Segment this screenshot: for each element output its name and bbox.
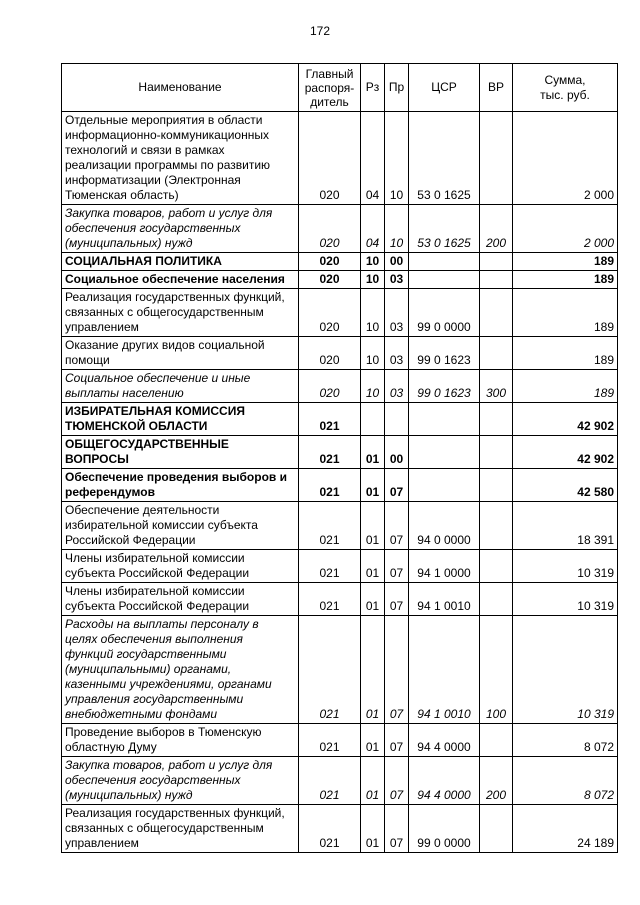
table-row — [62, 616, 618, 724]
cell-pr: 07 — [385, 616, 409, 724]
cell-csr: 99 0 1623 — [409, 370, 480, 403]
cell-csr: 99 0 0000 — [409, 289, 480, 337]
table-row — [62, 337, 618, 370]
cell-csr — [409, 436, 480, 469]
cell-pr: 07 — [385, 724, 409, 757]
cell-rz: 01 — [361, 757, 385, 805]
cell-vr — [480, 253, 513, 271]
cell-vr — [480, 337, 513, 370]
table-row — [62, 253, 618, 271]
cell-pr: 07 — [385, 469, 409, 502]
cell-sum: 189 — [513, 289, 618, 337]
header-name: Наименование — [62, 64, 299, 112]
cell-vr — [480, 112, 513, 205]
cell-vr: 200 — [480, 757, 513, 805]
cell-vr — [480, 436, 513, 469]
cell-rz: 04 — [361, 205, 385, 253]
cell-name: Обеспечение деятельности избирательной комиссии субъекта Российской Федерации — [62, 502, 299, 550]
cell-name: Социальное обеспечение и иные выплаты населению — [62, 370, 299, 403]
cell-chief-manager: 020 — [299, 337, 361, 370]
cell-csr — [409, 271, 480, 289]
cell-chief-manager: 021 — [299, 502, 361, 550]
table-row — [62, 550, 618, 583]
table-row — [62, 757, 618, 805]
table-row — [62, 583, 618, 616]
table-header-row — [62, 64, 618, 112]
cell-name: Социальное обеспечение населения — [62, 271, 299, 289]
cell-sum: 42 902 — [513, 436, 618, 469]
cell-sum: 24 189 — [513, 805, 618, 853]
cell-csr — [409, 403, 480, 436]
cell-rz: 10 — [361, 289, 385, 337]
cell-csr: 94 1 0000 — [409, 550, 480, 583]
cell-rz — [361, 403, 385, 436]
cell-rz: 01 — [361, 550, 385, 583]
header-vr: ВР — [480, 64, 513, 112]
cell-vr: 300 — [480, 370, 513, 403]
cell-chief-manager: 020 — [299, 253, 361, 271]
cell-chief-manager: 020 — [299, 289, 361, 337]
cell-rz: 01 — [361, 469, 385, 502]
cell-sum: 189 — [513, 253, 618, 271]
cell-sum: 8 072 — [513, 757, 618, 805]
cell-pr: 00 — [385, 436, 409, 469]
cell-pr: 07 — [385, 502, 409, 550]
cell-sum: 8 072 — [513, 724, 618, 757]
cell-pr: 07 — [385, 757, 409, 805]
cell-pr: 03 — [385, 271, 409, 289]
cell-csr: 94 1 0010 — [409, 583, 480, 616]
cell-vr — [480, 583, 513, 616]
cell-chief-manager: 021 — [299, 616, 361, 724]
cell-rz: 01 — [361, 805, 385, 853]
header-rz: Рз — [361, 64, 385, 112]
cell-rz: 01 — [361, 436, 385, 469]
table-row — [62, 271, 618, 289]
cell-sum: 42 902 — [513, 403, 618, 436]
cell-chief-manager: 020 — [299, 370, 361, 403]
cell-name: Отдельные мероприятия в области информационно-коммуникационных технологий и связи в рамках реализации программы по развитию информатизации (Электронная Тюменская область) — [62, 112, 299, 205]
cell-name: Оказание других видов социальной помощи — [62, 337, 299, 370]
cell-name: Члены избирательной комиссии субъекта Российской Федерации — [62, 583, 299, 616]
cell-rz: 01 — [361, 583, 385, 616]
cell-vr — [480, 403, 513, 436]
cell-rz: 10 — [361, 271, 385, 289]
cell-pr: 10 — [385, 205, 409, 253]
page-number: 172 — [309, 24, 331, 38]
cell-csr: 53 0 1625 — [409, 112, 480, 205]
cell-chief-manager: 021 — [299, 403, 361, 436]
cell-pr: 07 — [385, 583, 409, 616]
cell-csr: 94 0 0000 — [409, 502, 480, 550]
cell-csr: 94 4 0000 — [409, 724, 480, 757]
cell-sum: 42 580 — [513, 469, 618, 502]
cell-rz: 04 — [361, 112, 385, 205]
cell-vr — [480, 550, 513, 583]
table-row — [62, 289, 618, 337]
cell-rz: 10 — [361, 253, 385, 271]
cell-name: Члены избирательной комиссии субъекта Российской Федерации — [62, 550, 299, 583]
header-sum: Сумма, тыс. руб. — [513, 64, 618, 112]
cell-sum: 189 — [513, 370, 618, 403]
cell-chief-manager: 021 — [299, 805, 361, 853]
cell-pr: 07 — [385, 550, 409, 583]
table-row — [62, 403, 618, 436]
cell-pr — [385, 403, 409, 436]
cell-sum: 189 — [513, 271, 618, 289]
cell-name: СОЦИАЛЬНАЯ ПОЛИТИКА — [62, 253, 299, 271]
header-csr: ЦСР — [409, 64, 480, 112]
cell-chief-manager: 021 — [299, 436, 361, 469]
cell-sum: 10 319 — [513, 550, 618, 583]
cell-vr — [480, 724, 513, 757]
table-row — [62, 370, 618, 403]
cell-name: Закупка товаров, работ и услуг для обеспечения государственных (муниципальных) нужд — [62, 205, 299, 253]
table-row — [62, 112, 618, 205]
cell-vr — [480, 271, 513, 289]
cell-chief-manager: 020 — [299, 205, 361, 253]
cell-csr: 94 4 0000 — [409, 757, 480, 805]
cell-sum: 2 000 — [513, 205, 618, 253]
cell-vr — [480, 805, 513, 853]
cell-pr: 03 — [385, 337, 409, 370]
cell-rz: 01 — [361, 502, 385, 550]
table-row — [62, 724, 618, 757]
cell-rz: 01 — [361, 616, 385, 724]
cell-sum: 189 — [513, 337, 618, 370]
table-row — [62, 436, 618, 469]
cell-chief-manager: 021 — [299, 550, 361, 583]
cell-sum: 10 319 — [513, 616, 618, 724]
budget-table — [61, 63, 618, 853]
cell-vr — [480, 469, 513, 502]
table-row — [62, 805, 618, 853]
cell-chief-manager: 020 — [299, 112, 361, 205]
cell-csr: 99 0 1623 — [409, 337, 480, 370]
cell-pr: 00 — [385, 253, 409, 271]
cell-chief-manager: 021 — [299, 469, 361, 502]
cell-vr: 200 — [480, 205, 513, 253]
cell-chief-manager: 020 — [299, 271, 361, 289]
cell-name: ОБЩЕГОСУДАРСТВЕННЫЕ ВОПРОСЫ — [62, 436, 299, 469]
cell-chief-manager: 021 — [299, 583, 361, 616]
header-chief-manager: Главный распоря- дитель — [299, 64, 361, 112]
cell-pr: 03 — [385, 370, 409, 403]
cell-chief-manager: 021 — [299, 757, 361, 805]
cell-csr: 53 0 1625 — [409, 205, 480, 253]
cell-csr — [409, 469, 480, 502]
cell-pr: 10 — [385, 112, 409, 205]
cell-name: Реализация государственных функций, связанных с общегосударственным управлением — [62, 805, 299, 853]
cell-pr: 03 — [385, 289, 409, 337]
table-row — [62, 205, 618, 253]
cell-rz: 01 — [361, 724, 385, 757]
cell-sum: 2 000 — [513, 112, 618, 205]
table-row — [62, 469, 618, 502]
cell-pr: 07 — [385, 805, 409, 853]
cell-sum: 18 391 — [513, 502, 618, 550]
cell-vr: 100 — [480, 616, 513, 724]
table-row — [62, 502, 618, 550]
cell-csr: 94 1 0010 — [409, 616, 480, 724]
cell-rz: 10 — [361, 337, 385, 370]
cell-name: Проведение выборов в Тюменскую областную Думу — [62, 724, 299, 757]
cell-vr — [480, 289, 513, 337]
cell-csr: 99 0 0000 — [409, 805, 480, 853]
cell-csr — [409, 253, 480, 271]
cell-sum: 10 319 — [513, 583, 618, 616]
cell-vr — [480, 502, 513, 550]
cell-name: Обеспечение проведения выборов и референдумов — [62, 469, 299, 502]
cell-name: Реализация государственных функций, связанных с общегосударственным управлением — [62, 289, 299, 337]
table-body — [62, 112, 618, 853]
cell-chief-manager: 021 — [299, 724, 361, 757]
cell-name: ИЗБИРАТЕЛЬНАЯ КОМИССИЯ ТЮМЕНСКОЙ ОБЛАСТИ — [62, 403, 299, 436]
header-pr: Пр — [385, 64, 409, 112]
cell-rz: 10 — [361, 370, 385, 403]
cell-name: Закупка товаров, работ и услуг для обеспечения государственных (муниципальных) нужд — [62, 757, 299, 805]
cell-name: Расходы на выплаты персоналу в целях обеспечения выполнения функций государственными (муниципальными) органами, казенными учреждениями, органами управления государственными внебюджетными фондами — [62, 616, 299, 724]
